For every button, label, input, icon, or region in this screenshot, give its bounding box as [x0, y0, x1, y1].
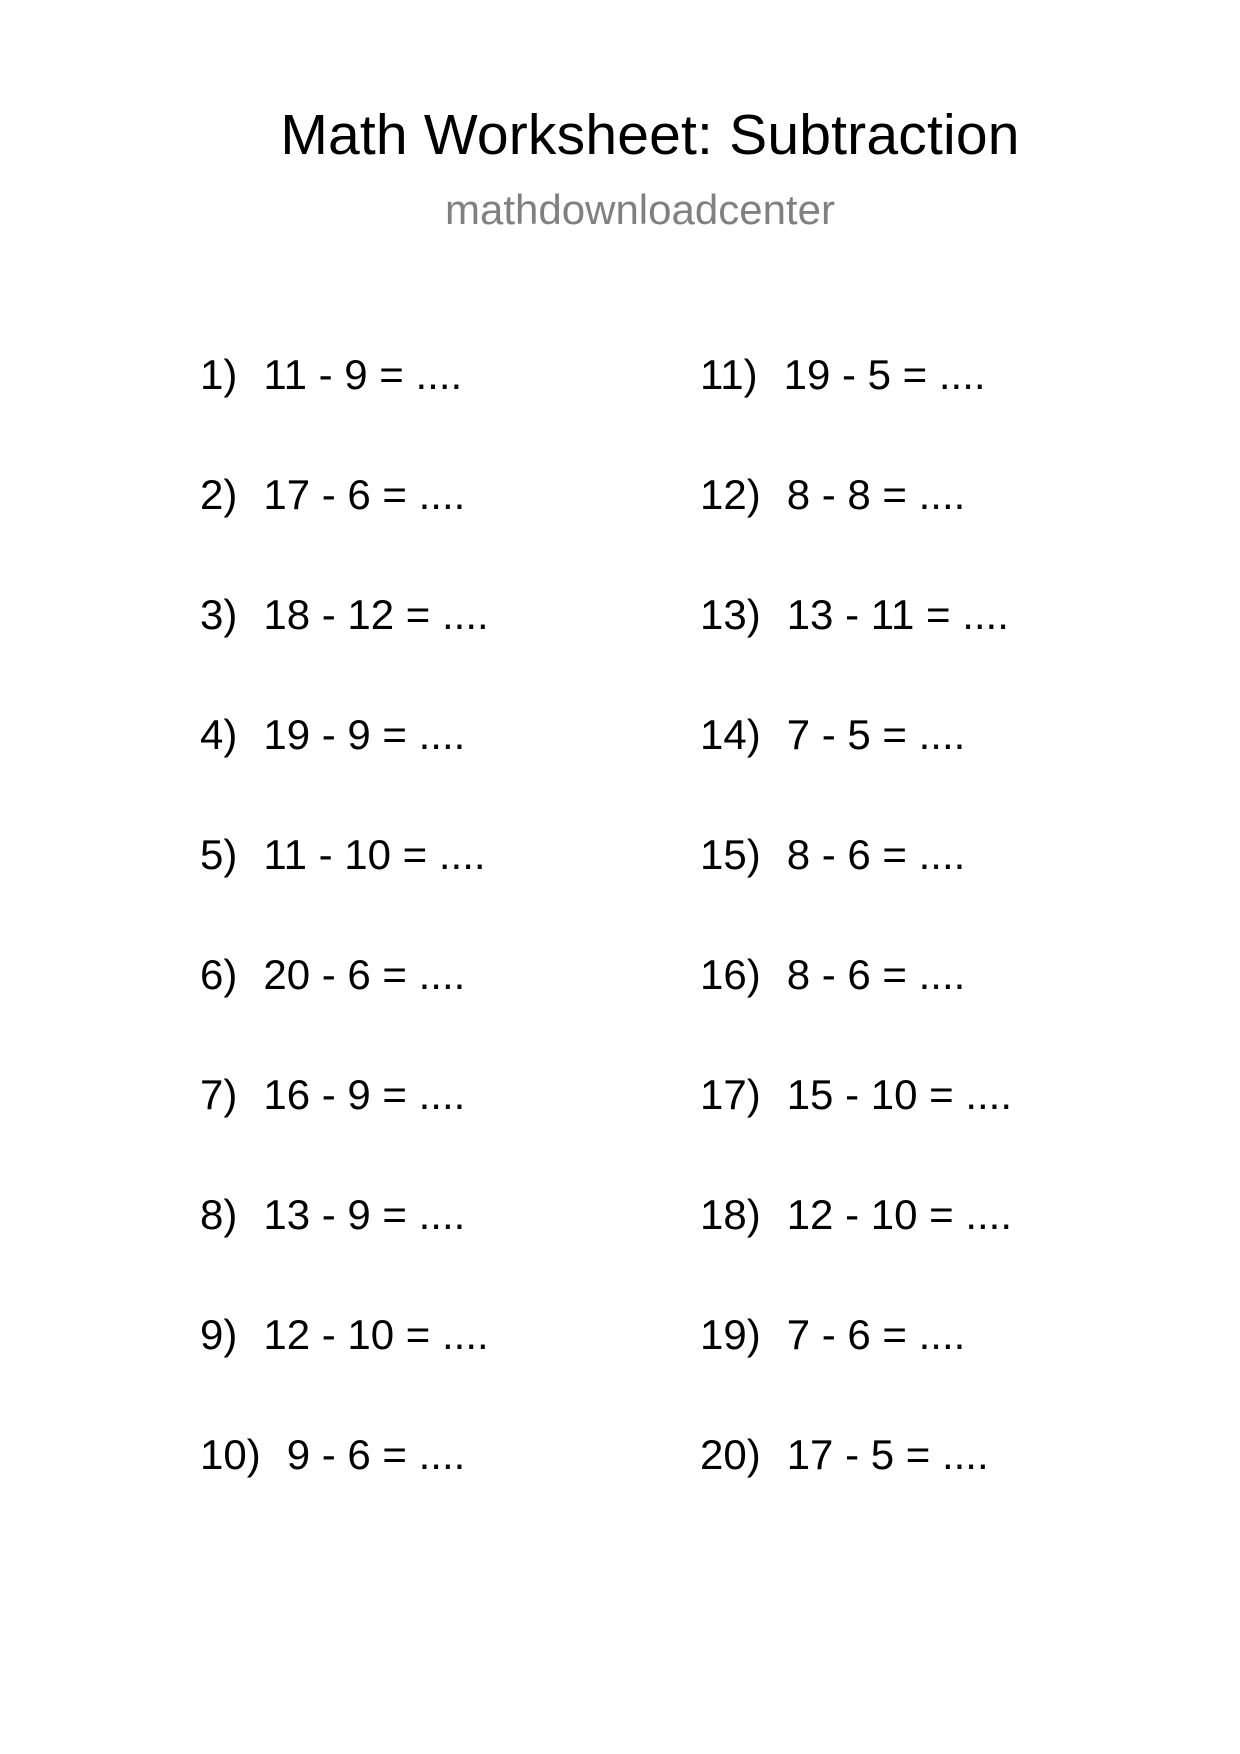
problem-number: 3) [200, 591, 238, 638]
problem-item [200, 950, 465, 1000]
worksheet-subtitle: mathdownloadcenter [445, 186, 835, 233]
problem-item [200, 1190, 465, 1240]
problem-number: 17) [700, 1071, 761, 1118]
problem-expression: 11 - 9 = .... [263, 351, 463, 398]
problem-number: 11) [700, 351, 758, 398]
problem-expression: 7 - 6 = .... [786, 1311, 966, 1358]
problem-number: 9) [200, 1311, 238, 1358]
problem-number: 15) [700, 831, 761, 878]
problem-item [700, 1310, 965, 1360]
problem-item [700, 950, 965, 1000]
problem-item [200, 830, 486, 880]
problem-expression: 13 - 11 = .... [786, 591, 1009, 638]
problem-number: 8) [200, 1191, 238, 1238]
problem-item [200, 350, 462, 400]
problem-item [200, 590, 489, 640]
problem-expression: 16 - 9 = .... [263, 1071, 466, 1118]
problem-item [200, 1310, 489, 1360]
problem-expression: 12 - 10 = .... [263, 1311, 489, 1358]
problem-expression: 17 - 5 = .... [786, 1431, 989, 1478]
problem-number: 18) [700, 1191, 761, 1238]
problem-expression: 8 - 8 = .... [786, 471, 966, 518]
problem-item [700, 590, 1009, 640]
problem-expression: 15 - 10 = .... [786, 1071, 1013, 1118]
problem-expression: 19 - 9 = .... [263, 711, 466, 758]
worksheet-title: Math Worksheet: Subtraction [280, 103, 1020, 167]
problem-item [700, 1070, 1012, 1120]
problem-expression: 18 - 12 = .... [263, 591, 489, 638]
problem-item [700, 470, 965, 520]
problem-expression: 8 - 6 = .... [786, 831, 966, 878]
problem-number: 14) [700, 711, 761, 758]
problem-number: 20) [700, 1431, 761, 1478]
problem-number: 1) [200, 351, 238, 398]
problem-item [200, 1430, 465, 1480]
problem-item [200, 710, 465, 760]
problem-expression: 11 - 10 = .... [263, 831, 486, 878]
problem-number: 13) [700, 591, 761, 638]
problem-item [200, 1070, 465, 1120]
problem-number: 16) [700, 951, 761, 998]
problem-item [700, 710, 965, 760]
problem-number: 7) [200, 1071, 238, 1118]
problem-expression: 8 - 6 = .... [786, 951, 966, 998]
problem-expression: 9 - 6 = .... [286, 1431, 466, 1478]
problem-item [700, 1430, 989, 1480]
problem-item [200, 470, 465, 520]
problem-expression: 7 - 5 = .... [786, 711, 966, 758]
problem-number: 10) [200, 1431, 261, 1478]
problem-number: 4) [200, 711, 238, 758]
problem-expression: 17 - 6 = .... [263, 471, 466, 518]
problem-number: 12) [700, 471, 761, 518]
problem-item [700, 1190, 1012, 1240]
problem-expression: 20 - 6 = .... [263, 951, 466, 998]
problem-expression: 19 - 5 = .... [783, 351, 986, 398]
problem-expression: 13 - 9 = .... [263, 1191, 466, 1238]
problem-item [700, 830, 965, 880]
problem-number: 5) [200, 831, 238, 878]
problem-expression: 12 - 10 = .... [786, 1191, 1013, 1238]
problem-number: 19) [700, 1311, 761, 1358]
problem-number: 6) [200, 951, 238, 998]
problem-item [700, 350, 986, 400]
problem-number: 2) [200, 471, 238, 518]
